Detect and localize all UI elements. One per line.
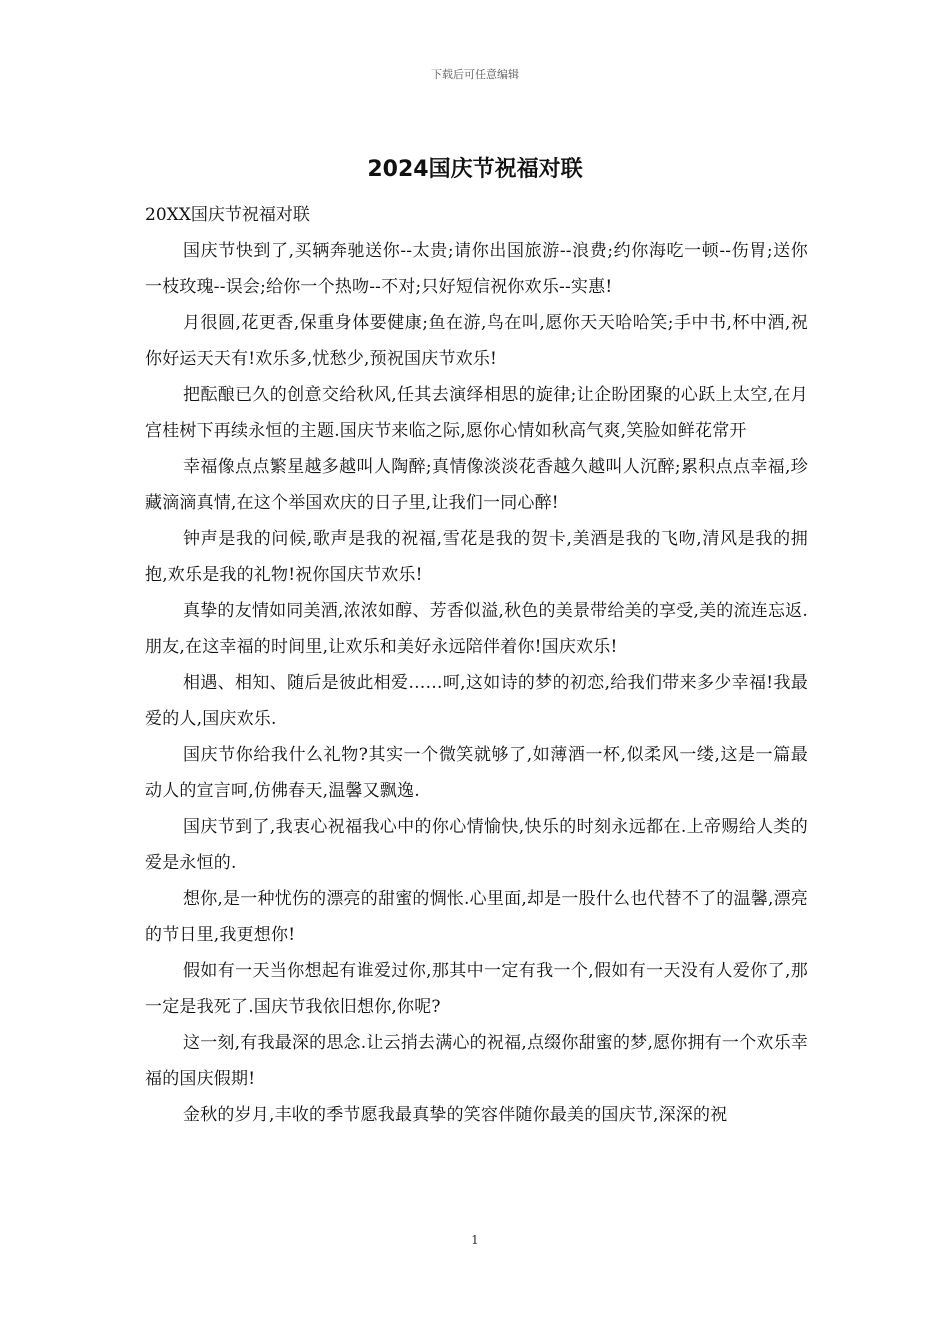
paragraph: 真挚的友情如同美酒,浓浓如醇、芳香似溢,秋色的美景带给美的享受,美的流连忘返.朋友,在这幸福的时间里,让欢乐和美好永远陪伴着你!国庆欢乐! [145, 601, 808, 657]
paragraph: 金秋的岁月,丰收的季节愿我最真挚的笑容伴随你最美的国庆节,深深的祝 [183, 1105, 728, 1125]
paragraph: 国庆节你给我什么礼物?其实一个微笑就够了,如薄酒一杯,似柔风一缕,这是一篇最动人的宣言呵,仿佛春天,温馨又飘逸. [145, 745, 808, 801]
paragraph: 钟声是我的问候,歌声是我的祝福,雪花是我的贺卡,美酒是我的飞吻,清风是我的拥抱,欢乐是我的礼物!祝你国庆节欢乐! [145, 529, 808, 585]
paragraph: 相遇、相知、随后是彼此相爱……呵,这如诗的梦的初恋,给我们带来多少幸福!我最爱的人,国庆欢乐. [145, 673, 808, 729]
paragraph: 想你,是一种忧伤的漂亮的甜蜜的惆怅.心里面,却是一股什么也代替不了的温馨,漂亮的节日里,我更想你! [145, 889, 808, 945]
paragraph: 这一刻,有我最深的思念.让云捎去满心的祝福,点缀你甜蜜的梦,愿你拥有一个欢乐幸福的国庆假期! [145, 1033, 808, 1089]
document-subtitle: 20XX国庆节祝福对联 [145, 205, 310, 225]
paragraph: 月很圆,花更香,保重身体要健康;鱼在游,鸟在叫,愿你天天哈哈笑;手中书,杯中酒,祝你好运天天有!欢乐多,忧愁少,预祝国庆节欢乐! [145, 313, 808, 369]
paragraph: 国庆节快到了,买辆奔驰送你--太贵;请你出国旅游--浪费;约你海吃一顿--伤胃;送你一枝玫瑰--误会;给你一个热吻--不对;只好短信祝你欢乐--实惠! [145, 241, 808, 297]
document-title: 2024国庆节祝福对联 [367, 157, 583, 182]
page-number: 1 [471, 1233, 479, 1247]
paragraph: 国庆节到了,我衷心祝福我心中的你心情愉快,快乐的时刻永远都在.上帝赐给人类的爱是永恒的. [145, 817, 808, 873]
paragraph: 幸福像点点繁星越多越叫人陶醉;真情像淡淡花香越久越叫人沉醉;累积点点幸福,珍藏滴滴真情,在这个举国欢庆的日子里,让我们一同心醉! [145, 457, 808, 513]
paragraph: 把酝酿已久的创意交给秋风,任其去演绎相思的旋律;让企盼团聚的心跃上太空,在月宫桂树下再续永恒的主题.国庆节来临之际,愿你心情如秋高气爽,笑脸如鲜花常开 [145, 385, 808, 441]
document-body [145, 197, 808, 1133]
paragraph: 假如有一天当你想起有谁爱过你,那其中一定有我一个,假如有一天没有人爱你了,那一定是我死了.国庆节我依旧想你,你呢? [145, 961, 808, 1017]
header-note: 下载后可任意编辑 [431, 68, 519, 81]
